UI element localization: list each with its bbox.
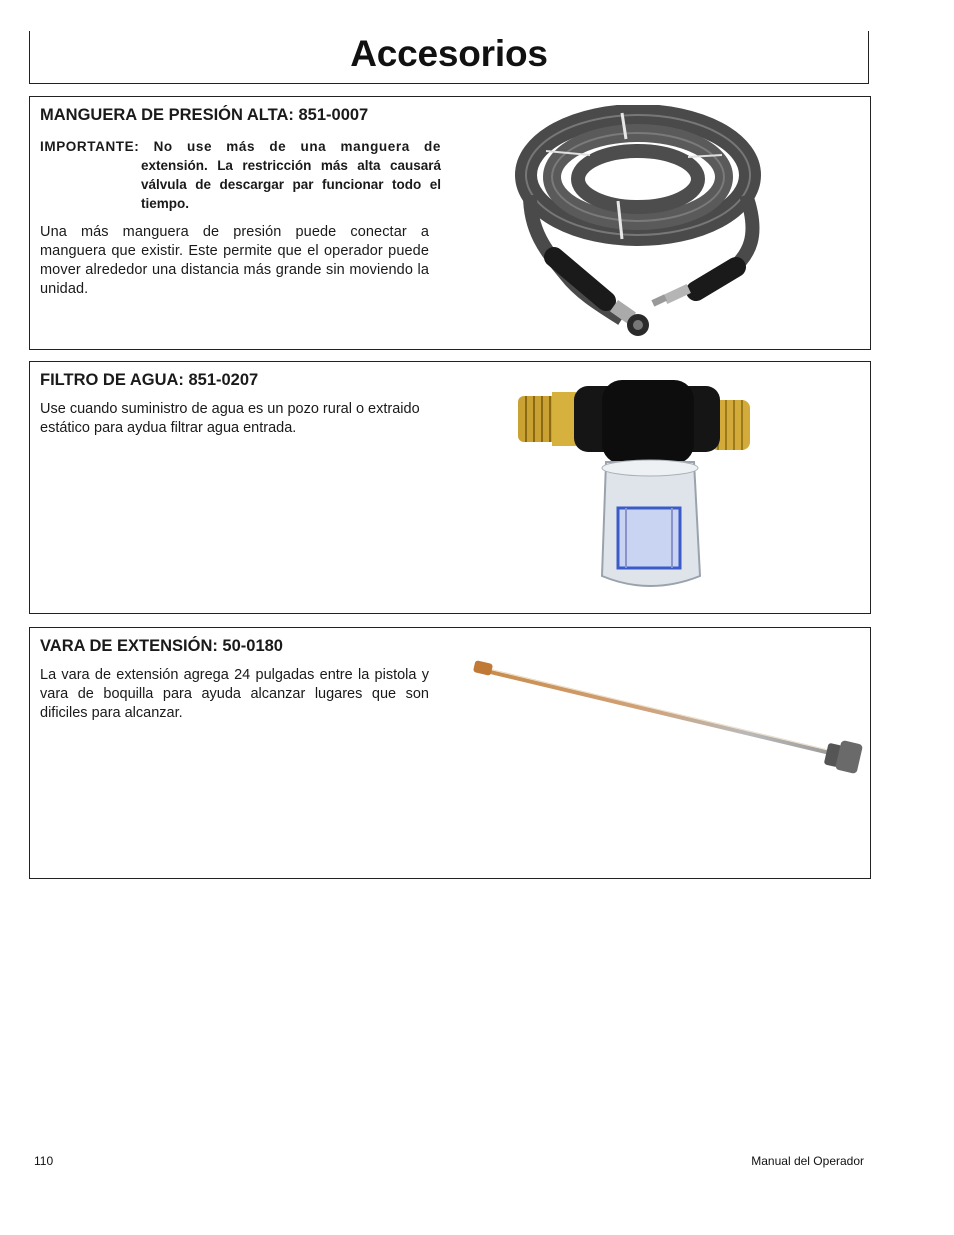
section-title: FILTRO DE AGUA: 851-0207: [40, 371, 259, 389]
footer-title: Manual del Operador: [751, 1154, 864, 1168]
section-title: MANGUERA DE PRESIÓN ALTA: 851-0007: [40, 106, 369, 124]
section-text: Use cuando suministro de agua es un pozo rural o extraido estático para aydua filtrar agua entrada.: [40, 401, 420, 436]
important-note: [40, 137, 441, 213]
section-title: VARA DE EXTENSIÓN: 50-0180: [40, 637, 283, 655]
section-text: Una más manguera de presión puede conectar a manguera que existir. Este permite que el operador puede mover alrededor una distancia más grande sin moviendo la unidad.: [40, 224, 429, 297]
page-title: Accesorios: [350, 33, 548, 74]
coiled-hose-icon: [510, 105, 770, 345]
important-first-line: [40, 137, 441, 156]
section-hose: [29, 96, 871, 350]
important-label: IMPORTANTE:: [40, 139, 140, 154]
page-header: [29, 31, 869, 84]
important-first-text: No use más de una manguera de: [153, 139, 441, 154]
extension-wand-icon: [470, 658, 866, 782]
section-extension-wand: [29, 627, 871, 879]
section-text: La vara de extensión agrega 24 pulgadas entre la pistola y vara de boquilla para ayuda alcanzar lugares que son dificiles para alcanzar.: [40, 667, 429, 721]
important-rest: extensión. La restricción más alta causará válvula de descargar par funcionar todo el tiempo.: [141, 158, 441, 211]
water-filter-icon: [514, 376, 754, 598]
section-water-filter: [29, 361, 871, 614]
page-number: 110: [34, 1154, 54, 1168]
